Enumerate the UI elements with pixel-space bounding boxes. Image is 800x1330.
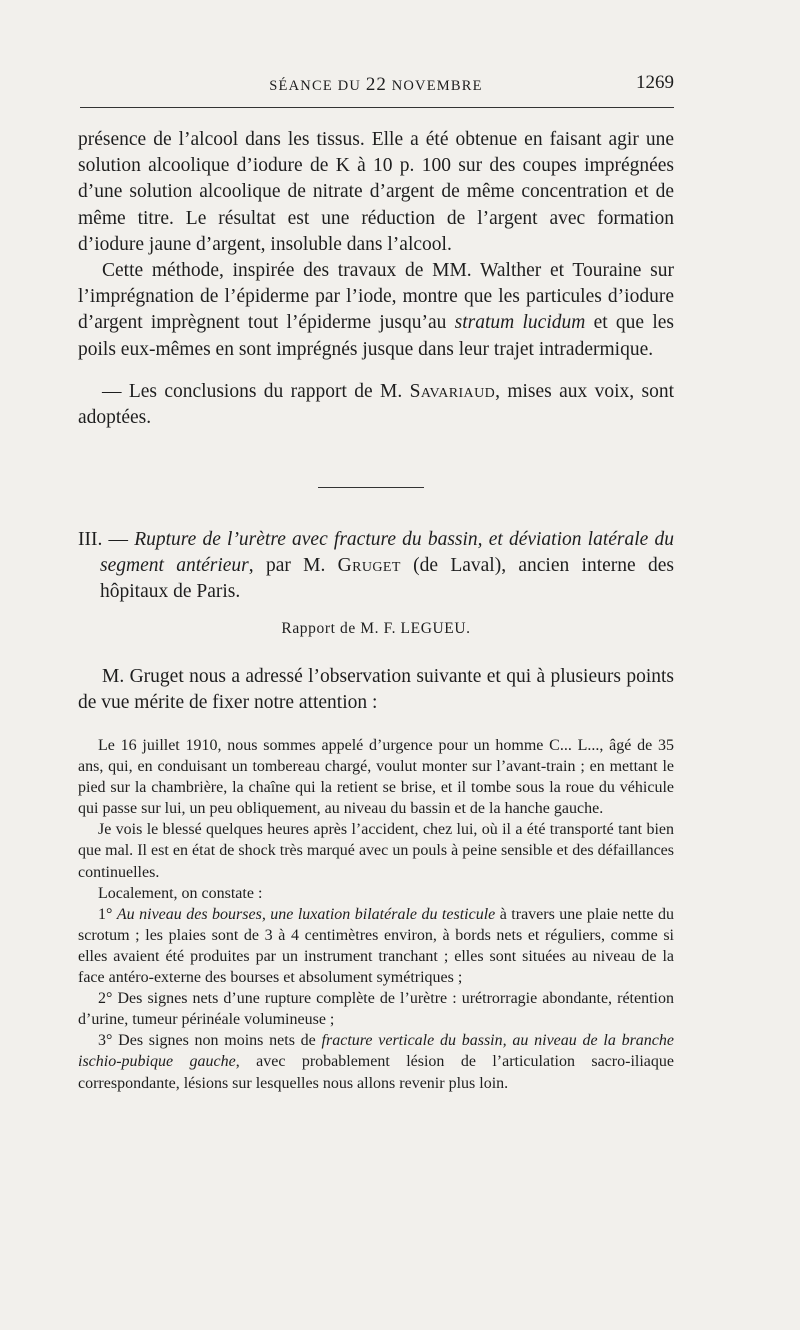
conclusions-text-a: — Les conclusions du rapport de M. xyxy=(102,380,410,402)
article-numeral: III. — xyxy=(78,529,135,550)
conclusions-text-b: , mises aux voix, sont adoptées. xyxy=(78,380,674,429)
item-2-number: 2° xyxy=(98,990,118,1008)
item-1-text: à travers une plaie nette du scrotum ; les plaies sont de 3 à 4 centimètres environ, à bords nets et réguliers, comme si elles avaient été produites par un instrument tranchant ; elles sont situées au niveau de la face antéro-externe des bourses et absolument symétriques ; xyxy=(78,905,675,987)
item-1-italic: Au niveau des bourses, une luxation bilatérale du testicule xyxy=(116,905,496,923)
article-title-text-a: , par M. xyxy=(248,555,338,577)
section-divider xyxy=(318,487,424,488)
conclusions-name: Savariaud xyxy=(409,380,496,402)
article-title-text-b: (de Laval), ancien interne des hôpitaux de Paris. xyxy=(100,555,674,603)
article-author: Gruget xyxy=(337,555,401,577)
running-title-prefix: SÉANCE DU xyxy=(269,78,366,94)
observation-block xyxy=(78,735,674,1094)
observation-paragraph-2: Je vois le blessé quelques heures après l’accident, chez lui, où il a été transporté tant bien que mal. Il est en état de shock très marqué avec un pouls à peine sensible et des défaillances continuelles. xyxy=(78,821,674,881)
running-title xyxy=(78,74,674,96)
section-silver-method xyxy=(78,127,674,431)
item-3-number: 3° xyxy=(98,1032,119,1050)
running-head xyxy=(78,72,674,98)
method-text-a: Cette méthode, inspirée des travaux de MM. Walther et Touraine sur l’imprégnation de l’épiderme par l’iode, montre que les particules d’iodure d’argent imprègnent tout l’épiderme jusqu’au xyxy=(78,260,674,334)
item-1-number: 1° xyxy=(98,905,117,923)
item-2-text: Des signes nets d’une rupture complète de l’urètre : urétrorragie abondante, rétention d’urine, tumeur périnéale volumineuse ; xyxy=(78,990,674,1029)
item-3-italic: fracture verticale du bassin, au niveau de la branche ischio-pubique gauche xyxy=(78,1032,675,1071)
running-title-suffix: NOVEMBRE xyxy=(386,78,483,94)
article-title-italic: Rupture de l’urètre avec fracture du bassin, et déviation latérale du segment antérieur xyxy=(100,529,674,577)
intro-block xyxy=(78,664,674,716)
running-title-day: 22 xyxy=(365,74,387,95)
observation-paragraph-1: Le 16 juillet 1910, nous sommes appelé d’urgence pour un homme C... L..., âgé de 35 ans, qui, en conduisant un tombereau chargé, voulut monter sur l’avant-train ; en mettant le pied sur la chambrière, la chaîne qui la retient se brise, et il tombe sous la roue du véhicule qui passe sur lui, un peu obliquement, au niveau du bassin et de la hanche gauche. xyxy=(78,737,674,818)
paragraph-conclusions xyxy=(78,379,674,431)
observation-item-3 xyxy=(78,1030,674,1093)
method-italic: stratum lucidum xyxy=(454,312,586,334)
article-title xyxy=(78,527,674,606)
report-line: Rapport de M. F. LEGUEU. xyxy=(281,620,471,637)
paragraph-intro: M. Gruget nous a adressé l’observation suivante et qui à plusieurs points de vue mérite de fixer notre attention : xyxy=(78,666,674,714)
observation-item-1 xyxy=(78,904,674,988)
item-3-text-a: Des signes non moins nets de xyxy=(118,1032,322,1050)
observation-item-2 xyxy=(78,988,674,1030)
item-3-text-b: , avec probablement lésion de l’articulation sacro-iliaque correspondante, lésions sur lesquelles nous allons revenir plus loin. xyxy=(78,1053,674,1092)
method-text-b: et que les poils eux-mêmes en sont imprégnés jusque dans leur trajet intradermique. xyxy=(78,312,675,360)
paragraph-alcohol-detection: présence de l’alcool dans les tissus. Elle a été obtenue en faisant agir une solution alcoolique d’iodure de K à 10 p. 100 sur des coupes imprégnées d’une solution alcoolique de nitrate d’argent de même concentration et de même titre. Le résultat est une réduction de l’argent avec formation d’iodure jaune d’argent, insoluble dans l’alcool. xyxy=(78,129,674,255)
paragraph-method xyxy=(78,258,674,363)
header-rule xyxy=(80,107,674,108)
article-heading xyxy=(78,527,674,606)
observation-paragraph-3: Localement, on constate : xyxy=(98,884,263,902)
page-number: 1269 xyxy=(636,72,674,93)
